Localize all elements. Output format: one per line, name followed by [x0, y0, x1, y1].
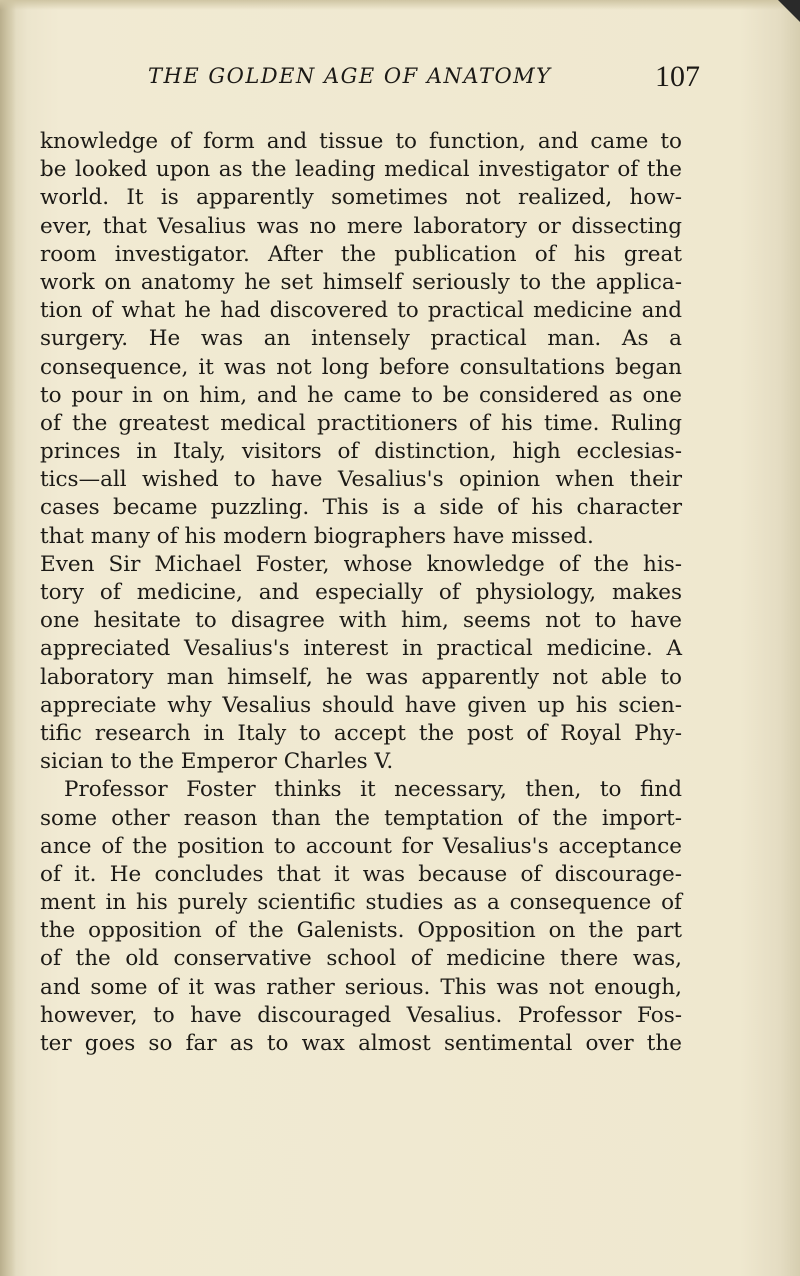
text-line: ance of the position to account for Vesalius's acceptance [40, 833, 682, 859]
text-line: some other reason than the temptation of the import- [40, 805, 682, 831]
text-line: princes in Italy, visitors of distinction, high ecclesias- [40, 439, 682, 465]
text-line: Even Sir Michael Foster, whose knowledge of the his- [40, 551, 682, 577]
text-line: tion of what he had discovered to practical medicine and [40, 298, 682, 324]
text-line: sician to the Emperor Charles V. [40, 749, 394, 775]
text-line: the opposition of the Galenists. Opposition on the part [40, 918, 682, 944]
text-line: one hesitate to disagree with him, seems not to have [40, 608, 682, 634]
text-line: tific research in Italy to accept the post of Royal Phy- [40, 720, 682, 746]
text-line: consequence, it was not long before consultations began [40, 354, 682, 380]
text-line: of the greatest medical practitioners of his time. Ruling [40, 410, 682, 436]
corner-mark [778, 0, 800, 22]
text-line: appreciated Vesalius's interest in practical medicine. A [40, 636, 682, 662]
text-line: appreciate why Vesalius should have given up his scien- [40, 692, 682, 718]
text-line: world. It is apparently sometimes not realized, how- [40, 185, 682, 211]
page-header [120, 60, 700, 104]
text-line: knowledge of form and tissue to function, and came to [40, 129, 682, 154]
text-line: room investigator. After the publication of his great [40, 241, 682, 267]
text-line: that many of his modern biographers have missed. [40, 523, 594, 549]
text-line: and some of it was rather serious. This was not enough, [40, 974, 682, 1000]
text-line: Professor Foster thinks it necessary, then, to find [64, 777, 682, 803]
text-line: to pour in on him, and he came to be considered as one [40, 382, 682, 408]
binding-shadow [0, 0, 16, 1276]
running-head: THE GOLDEN AGE OF ANATOMY [148, 64, 552, 88]
text-line: surgery. He was an intensely practical man. As a [40, 326, 682, 352]
text-line: laboratory man himself, he was apparently not able to [40, 664, 682, 690]
text-line: tory of medicine, and especially of physiology, makes [40, 580, 682, 605]
text-line: tics—all wished to have Vesalius's opinion when their [40, 467, 682, 493]
text-line: ever, that Vesalius was no mere laboratory or dissecting [40, 213, 682, 239]
text-line: be looked upon as the leading medical investigator of the [40, 157, 682, 183]
page-number: 107 [655, 60, 700, 93]
text-line: of the old conservative school of medicine there was, [40, 946, 682, 972]
text-line: of it. He concludes that it was because of discourage- [40, 861, 682, 887]
text-line: work on anatomy he set himself seriously to the applica- [40, 269, 682, 295]
text-line: however, to have discouraged Vesalius. Professor Fos- [40, 1002, 682, 1028]
text-line: ment in his purely scientific studies as a consequence of [40, 890, 682, 916]
text-line: cases became puzzling. This is a side of his character [40, 495, 682, 521]
text-line: ter goes so far as to wax almost sentimental over the [40, 1031, 682, 1056]
top-edge-shadow [0, 0, 800, 10]
body-text [40, 128, 682, 1058]
